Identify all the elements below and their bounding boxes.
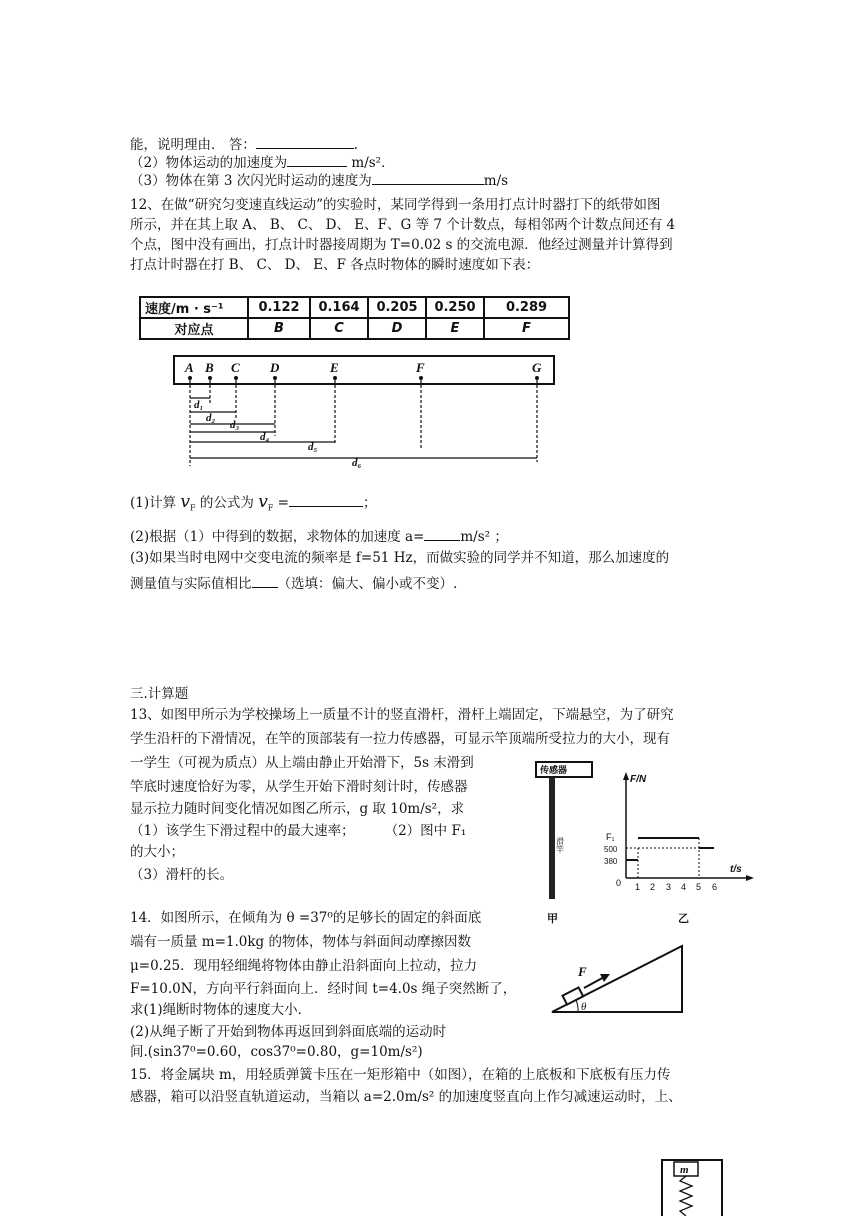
q14-line-d: F=10.0N，方向平行斜面向上．经时间 t=4.0s 绳子突然断了， <box>130 981 517 997</box>
vf-sub-2: F <box>267 503 274 513</box>
vf-symbol-2: v <box>258 492 268 512</box>
part-1-line <box>130 492 376 518</box>
mass-label: m <box>680 1164 689 1176</box>
line-3-text: （3）物体在第 3 次闪光时运动的速度为 <box>130 173 372 189</box>
answer-blank-accel[interactable] <box>424 526 460 541</box>
table-row <box>140 297 569 318</box>
section-title: 三.计算题 <box>130 686 189 702</box>
x-tick: 3 <box>666 882 672 892</box>
q13-f2: （2）图中 F₁ <box>384 823 467 839</box>
q14-line-b: 端有一质量 m=1.0kg 的物体，物体与斜面间动摩擦因数 <box>130 934 471 950</box>
table-cell: D <box>368 318 426 339</box>
line-2-text: （2）物体运动的加速度为 <box>130 155 288 171</box>
q13-f1: （1）该学生下滑过程中的最大速率； <box>130 823 355 839</box>
q14-line-f: (2)从绳子断了开始到物体再返回到斜面底端的运动时 <box>130 1024 447 1040</box>
y-tick-500: 500 <box>604 845 618 854</box>
x-tick: 6 <box>712 882 718 892</box>
table-cell: F <box>484 318 569 339</box>
part-2-unit: m/s² ； <box>460 529 508 545</box>
y-axis-label: F/N <box>630 774 647 785</box>
pole-force-figure <box>518 752 758 928</box>
incline-figure <box>548 938 698 1016</box>
table-cell: 0.205 <box>368 297 426 318</box>
y-axis-arrow <box>623 772 629 780</box>
table-cell: 0.164 <box>310 297 368 318</box>
point-label-f: F <box>416 360 425 375</box>
dim-label: d₁ <box>194 399 204 411</box>
q13-line-a: 13、如图甲所示为学校操场上一质量不计的竖直滑杆，滑杆上端固定，下端悬空，为了研究 <box>130 707 674 723</box>
dim-label: d₄ <box>260 431 270 443</box>
line-3 <box>130 170 508 190</box>
q13-line-b: 学生沿杆的下滑情况，在竿的顶部装有一拉力传感器，可显示竿顶端所受拉力的大小，现有 <box>130 731 670 747</box>
table-cell: 0.122 <box>248 297 310 318</box>
line-1 <box>130 134 358 154</box>
q14-line-a: 14．如图所示，在倾角为 θ =37⁰的足够长的固定的斜面底 <box>130 910 482 926</box>
point-label-a: A <box>185 360 194 375</box>
dim-label: d₆ <box>352 457 362 469</box>
point-label-g: G <box>532 360 542 375</box>
x-tick: 4 <box>681 882 687 892</box>
pole-label: 滑竿 <box>555 837 565 853</box>
force-label: F <box>578 964 587 979</box>
caption-left: 甲 <box>547 913 558 925</box>
spring-box-figure <box>660 1158 724 1216</box>
table-cell: C <box>310 318 368 339</box>
x-tick: 1 <box>635 882 641 892</box>
f1-label: F₁ <box>606 832 615 842</box>
q14-line-g: 间.(sin37⁰=0.60，cos37⁰=0.80，g=10m/s²) <box>130 1044 423 1060</box>
x-axis-arrow <box>746 875 754 881</box>
point-header: 对应点 <box>140 318 248 339</box>
x-tick: 2 <box>650 882 656 892</box>
part-2-line <box>130 526 508 546</box>
part-3-post: （选填：偏大、偏小或不变）. <box>277 576 458 592</box>
vf-sub: F <box>190 503 196 513</box>
point-label-c: C <box>231 360 240 375</box>
q14-line-c: μ=0.25．现用轻细绳将物体由静止沿斜面向上拉动，拉力 <box>130 958 478 974</box>
q14-line-e: 求(1)绳断时物体的速度大小． <box>130 1002 312 1018</box>
line-2 <box>130 152 395 172</box>
tape-dots <box>188 376 539 380</box>
speed-table <box>139 296 570 340</box>
caption-right: 乙 <box>678 913 689 925</box>
speed-header: 速度/m · s⁻¹ <box>140 297 248 318</box>
pole <box>549 777 555 899</box>
table-cell: 0.250 <box>426 297 484 318</box>
line-1-text: 能，说明理由． 答： <box>130 137 256 153</box>
dim-label: d₂ <box>206 412 216 424</box>
q12-line-c: 个点，图中没有画出，打点计时器接周期为 T=0.02 s 的交流电源．他经过测量并计算得到 <box>130 237 673 253</box>
part-3-line-a: (3)如果当时电网中交变电流的频率是 f=51 Hz，而做实验的同学并不知道，那么加速度的 <box>130 550 670 566</box>
spring <box>680 1176 692 1216</box>
part-3-line-b <box>130 573 457 593</box>
point-label-e: E <box>330 360 339 375</box>
part-3-pre: 测量值与实际值相比 <box>130 576 252 592</box>
dim-label: d₅ <box>308 441 318 453</box>
answer-blank-2[interactable] <box>287 152 347 167</box>
part-1-pre: (1)计算 <box>130 495 177 511</box>
angle-label: θ <box>581 1001 587 1013</box>
answer-blank-compare[interactable] <box>252 573 278 588</box>
q15-line-b: 感器，箱可以沿竖直轨道运动，当箱以 a=2.0m/s² 的加速度竖直向上作匀减速运动时，上、 <box>130 1089 682 1105</box>
x-axis-label: t/s <box>730 864 742 875</box>
force-graph <box>604 772 754 892</box>
q13-line-f <box>130 822 466 840</box>
table-row <box>140 318 569 339</box>
q13-line-d: 竿底时速度恰好为零，从学生开始下滑时刻计时，传感器 <box>130 779 468 795</box>
answer-blank-1[interactable] <box>256 134 354 149</box>
part-1-semi: ； <box>362 495 377 511</box>
part-1-eq: = <box>277 495 289 511</box>
dim-label: d₃ <box>230 419 240 431</box>
table-cell: E <box>426 318 484 339</box>
line-3-unit: m/s <box>483 173 509 189</box>
part-1-mid: 的公式为 <box>199 495 254 511</box>
point-label-b: B <box>205 360 214 375</box>
q15-line-a: 15．将金属块 m，用轻质弹簧卡压在一矩形箱中（如图），在箱的上底板和下底板有压力传 <box>130 1067 671 1083</box>
q13-line-e: 显示拉力随时间变化情况如图乙所示，g 取 10m/s²，求 <box>130 801 465 817</box>
part-2-text: (2)根据（1）中得到的数据，求物体的加速度 a= <box>130 529 425 545</box>
line-2-unit: m/s²． <box>351 155 395 171</box>
graph-guides <box>626 838 714 878</box>
q13-line-c: 一学生（可视为质点）从上端由静止开始滑下，5s 末滑到 <box>130 755 474 771</box>
x-ticks <box>635 882 717 892</box>
angle-arc <box>576 1000 578 1012</box>
tape-dimension-lines <box>190 398 537 458</box>
answer-blank-3[interactable] <box>372 170 484 185</box>
tape-points <box>184 360 542 375</box>
q12-line-d: 打点计时器在打 B、 C、 D、 E、F 各点时物体的瞬时速度如下表： <box>130 257 540 273</box>
q12-line-a: 12、在做“研究匀变速直线运动”的实验时，某同学得到一条用打点计时器打下的纸带如图 <box>130 197 661 213</box>
line-1-end: . <box>353 137 359 153</box>
q13-line-h: （3）滑杆的长。 <box>130 867 234 883</box>
q13-line-g: 的大小； <box>130 844 184 860</box>
vf-symbol: v <box>180 492 191 512</box>
answer-blank-vf[interactable] <box>289 492 363 507</box>
q12-line-b: 所示，并在其上取 A、 B、 C、 D、 E、F、G 等 7 个计数点，每相邻两个计数点间还有 4 <box>130 217 676 233</box>
table-cell: 0.289 <box>484 297 569 318</box>
table-cell: B <box>248 318 310 339</box>
tape-guides <box>190 380 537 466</box>
sensor-label: 传感器 <box>540 765 568 775</box>
y-tick-380: 380 <box>604 857 618 866</box>
paper-tape-figure <box>170 354 560 470</box>
point-label-d: D <box>270 360 280 375</box>
x-tick: 5 <box>696 882 702 892</box>
origin-label: 0 <box>616 878 622 888</box>
force-curve <box>626 838 714 860</box>
